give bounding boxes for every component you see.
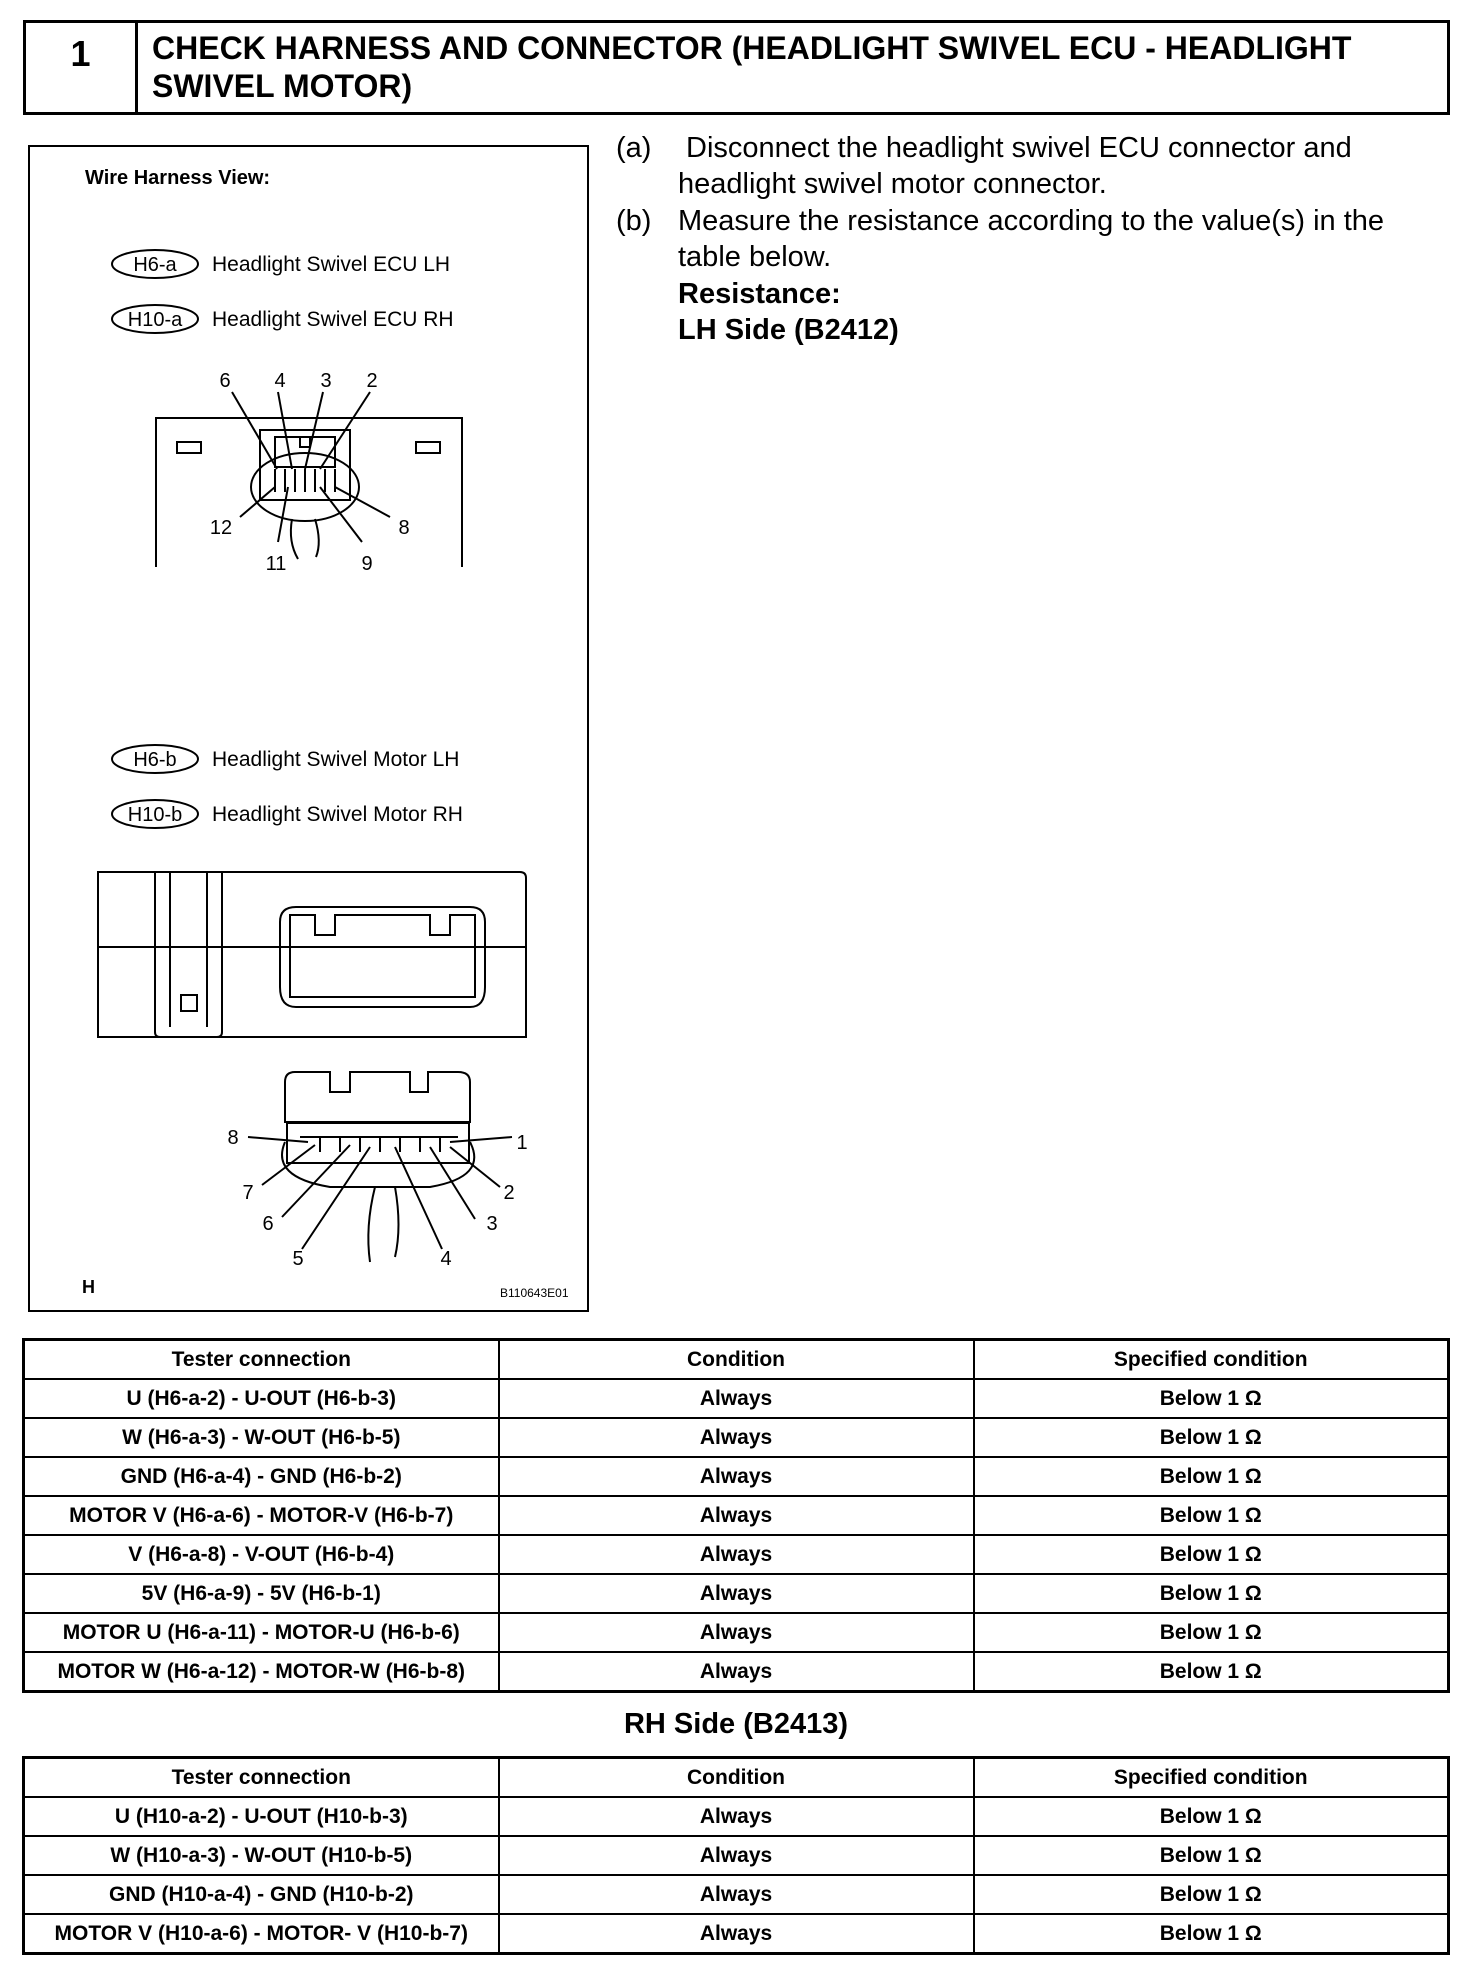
cell-specified: Below 1 Ω	[974, 1496, 1449, 1535]
motor-pin-1: 1	[516, 1132, 528, 1154]
ecu-pin-11: 11	[265, 553, 287, 575]
rh-resistance-table	[22, 1756, 1450, 1955]
table-row	[24, 1574, 1449, 1613]
motor-pin-6: 6	[262, 1213, 274, 1235]
cell-condition: Always	[499, 1496, 974, 1535]
ecu-pin-4: 4	[274, 370, 286, 392]
cell-tester: MOTOR U (H6-a-11) - MOTOR-U (H6-b-6)	[24, 1613, 499, 1652]
col-header-condition: Condition	[499, 1758, 974, 1798]
col-header-tester: Tester connection	[24, 1340, 499, 1380]
cell-condition: Always	[499, 1535, 974, 1574]
cell-specified: Below 1 Ω	[974, 1875, 1449, 1914]
tag-h6a: H6-a	[133, 254, 177, 276]
ecu-pin-9: 9	[361, 553, 373, 575]
cell-specified: Below 1 Ω	[974, 1914, 1449, 1954]
col-header-specified: Specified condition	[974, 1758, 1449, 1798]
step-a-label: (a)	[616, 132, 652, 164]
table-row	[24, 1496, 1449, 1535]
motor-housing-drawing	[98, 872, 526, 1037]
desc-h6b: Headlight Swivel Motor LH	[212, 748, 460, 771]
cell-specified: Below 1 Ω	[974, 1797, 1449, 1836]
cell-specified: Below 1 Ω	[974, 1418, 1449, 1457]
ecu-pin-6: 6	[219, 370, 231, 392]
table-row	[24, 1535, 1449, 1574]
tag-h10b: H10-b	[127, 804, 183, 826]
ecu-pin-12: 12	[209, 517, 233, 539]
desc-h6a: Headlight Swivel ECU LH	[212, 253, 451, 276]
desc-h10a: Headlight Swivel ECU RH	[212, 308, 454, 331]
table-row	[24, 1797, 1449, 1836]
cell-specified: Below 1 Ω	[974, 1379, 1449, 1418]
tag-h6b: H6-b	[133, 749, 177, 771]
step-b-label: (b)	[616, 205, 652, 237]
corner-letter: H	[82, 1277, 95, 1297]
cell-tester: V (H6-a-8) - V-OUT (H6-b-4)	[24, 1535, 499, 1574]
cell-condition: Always	[499, 1836, 974, 1875]
cell-tester: MOTOR V (H10-a-6) - MOTOR- V (H10-b-7)	[24, 1914, 499, 1954]
step-title: CHECK HARNESS AND CONNECTOR (HEADLIGHT SWIVEL ECU - HEADLIGHT SWIVEL MOTOR)	[152, 30, 1352, 104]
motor-pin-5: 5	[292, 1248, 304, 1270]
cell-condition: Always	[499, 1875, 974, 1914]
motor-connector-drawing	[248, 1072, 515, 1262]
table-header-row	[24, 1758, 1449, 1798]
table-row	[24, 1914, 1449, 1954]
table-row	[24, 1652, 1449, 1692]
col-header-tester: Tester connection	[24, 1758, 499, 1798]
table-row	[24, 1613, 1449, 1652]
step-a	[616, 130, 1456, 210]
cell-tester: W (H6-a-3) - W-OUT (H6-b-5)	[24, 1418, 499, 1457]
cell-condition: Always	[499, 1457, 974, 1496]
cell-condition: Always	[499, 1613, 974, 1652]
table-row	[24, 1457, 1449, 1496]
col-header-specified: Specified condition	[974, 1340, 1449, 1380]
ecu-pin-3: 3	[320, 370, 332, 392]
figure-code: B110643E01	[500, 1286, 569, 1300]
cell-condition: Always	[499, 1379, 974, 1418]
cell-condition: Always	[499, 1914, 974, 1954]
table-row	[24, 1418, 1449, 1457]
cell-condition: Always	[499, 1574, 974, 1613]
resistance-label: Resistance:	[678, 278, 841, 310]
cell-specified: Below 1 Ω	[974, 1535, 1449, 1574]
view-label: Wire Harness View:	[85, 167, 271, 189]
lh-resistance-table	[22, 1338, 1450, 1693]
step-number: 1	[26, 23, 138, 112]
cell-specified: Below 1 Ω	[974, 1652, 1449, 1692]
motor-pin-8: 8	[227, 1127, 239, 1149]
motor-pin-7: 7	[242, 1182, 254, 1204]
table-row	[24, 1836, 1449, 1875]
lh-side-title: LH Side (B2412)	[678, 314, 899, 346]
wire-harness-figure	[28, 145, 589, 1312]
col-header-condition: Condition	[499, 1340, 974, 1380]
cell-specified: Below 1 Ω	[974, 1457, 1449, 1496]
rh-side-title: RH Side (B2413)	[623, 1708, 848, 1740]
step-b	[616, 203, 1456, 283]
ecu-pin-2: 2	[366, 370, 378, 392]
table-row	[24, 1379, 1449, 1418]
cell-specified: Below 1 Ω	[974, 1613, 1449, 1652]
cell-specified: Below 1 Ω	[974, 1836, 1449, 1875]
motor-pin-2: 2	[503, 1182, 515, 1204]
cell-tester: U (H10-a-2) - U-OUT (H10-b-3)	[24, 1797, 499, 1836]
step-a-text: Disconnect the headlight swivel ECU connector and headlight swivel motor connector.	[678, 132, 1352, 200]
ecu-connector-drawing	[156, 392, 462, 567]
step-header	[23, 20, 1450, 115]
cell-tester: MOTOR V (H6-a-6) - MOTOR-V (H6-b-7)	[24, 1496, 499, 1535]
motor-pin-3: 3	[486, 1213, 498, 1235]
cell-tester: GND (H6-a-4) - GND (H6-b-2)	[24, 1457, 499, 1496]
cell-condition: Always	[499, 1418, 974, 1457]
cell-condition: Always	[499, 1797, 974, 1836]
cell-tester: W (H10-a-3) - W-OUT (H10-b-5)	[24, 1836, 499, 1875]
motor-pin-4: 4	[440, 1248, 452, 1270]
cell-tester: U (H6-a-2) - U-OUT (H6-b-3)	[24, 1379, 499, 1418]
step-b-text: Measure the resistance according to the value(s) in the table below.	[678, 205, 1385, 273]
cell-tester: 5V (H6-a-9) - 5V (H6-b-1)	[24, 1574, 499, 1613]
wire-harness-diagram	[30, 147, 591, 1314]
cell-condition: Always	[499, 1652, 974, 1692]
cell-tester: MOTOR W (H6-a-12) - MOTOR-W (H6-b-8)	[24, 1652, 499, 1692]
tag-h10a: H10-a	[127, 309, 183, 331]
cell-tester: GND (H10-a-4) - GND (H10-b-2)	[24, 1875, 499, 1914]
table-header-row	[24, 1340, 1449, 1380]
cell-specified: Below 1 Ω	[974, 1574, 1449, 1613]
ecu-pin-8: 8	[398, 517, 410, 539]
table-row	[24, 1875, 1449, 1914]
desc-h10b: Headlight Swivel Motor RH	[212, 803, 463, 826]
